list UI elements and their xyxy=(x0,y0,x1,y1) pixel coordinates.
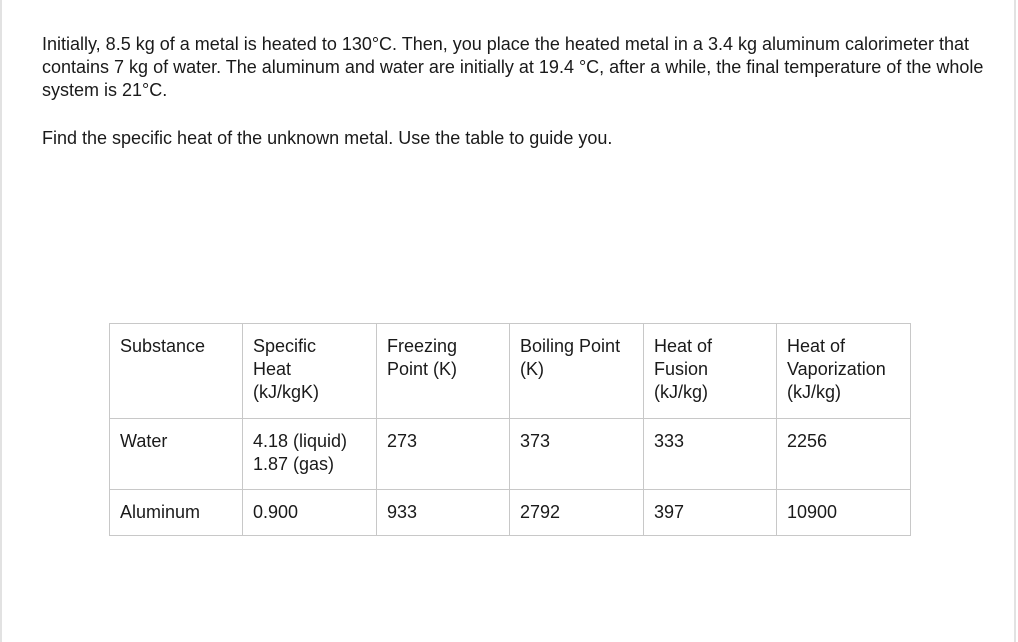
table-row xyxy=(110,419,911,490)
header-cell-heat-of-vaporization: Heat of Vaporization (kJ/kg) xyxy=(777,324,911,419)
header-cell-boiling-point: Boiling Point (K) xyxy=(510,324,644,419)
cell-boiling-point: 373 xyxy=(510,419,644,490)
header-cell-heat-of-fusion: Heat of Fusion (kJ/kg) xyxy=(644,324,777,419)
cell-heat-of-vaporization: 10900 xyxy=(777,490,911,536)
cell-heat-of-fusion: 397 xyxy=(644,490,777,536)
cell-freezing-point: 933 xyxy=(377,490,510,536)
problem-instruction: Find the specific heat of the unknown metal. Use the table to guide you. xyxy=(42,128,613,148)
header-cell-specific-heat: Specific Heat (kJ/kgK) xyxy=(243,324,377,419)
cell-specific-heat: 4.18 (liquid) 1.87 (gas) xyxy=(243,419,377,490)
cell-substance: Aluminum xyxy=(110,490,243,536)
header-cell-freezing-point: Freezing Point (K) xyxy=(377,324,510,419)
cell-heat-of-fusion: 333 xyxy=(644,419,777,490)
substance-properties-table xyxy=(109,323,911,536)
cell-specific-heat: 0.900 xyxy=(243,490,377,536)
problem-paragraph: Initially, 8.5 kg of a metal is heated to 130°C. Then, you place the heated metal in a 3.4 kg aluminum calorimeter that contains 7 kg of water. The aluminum and water are initially at 19.4 °C, after a while, the final temperature of the whole system is 21°C. xyxy=(42,34,984,100)
cell-boiling-point: 2792 xyxy=(510,490,644,536)
cell-freezing-point: 273 xyxy=(377,419,510,490)
header-cell-substance: Substance xyxy=(110,324,243,419)
table-header-row xyxy=(110,324,911,419)
cell-substance: Water xyxy=(110,419,243,490)
table-row xyxy=(110,490,911,536)
cell-heat-of-vaporization: 2256 xyxy=(777,419,911,490)
problem-statement xyxy=(42,33,992,102)
